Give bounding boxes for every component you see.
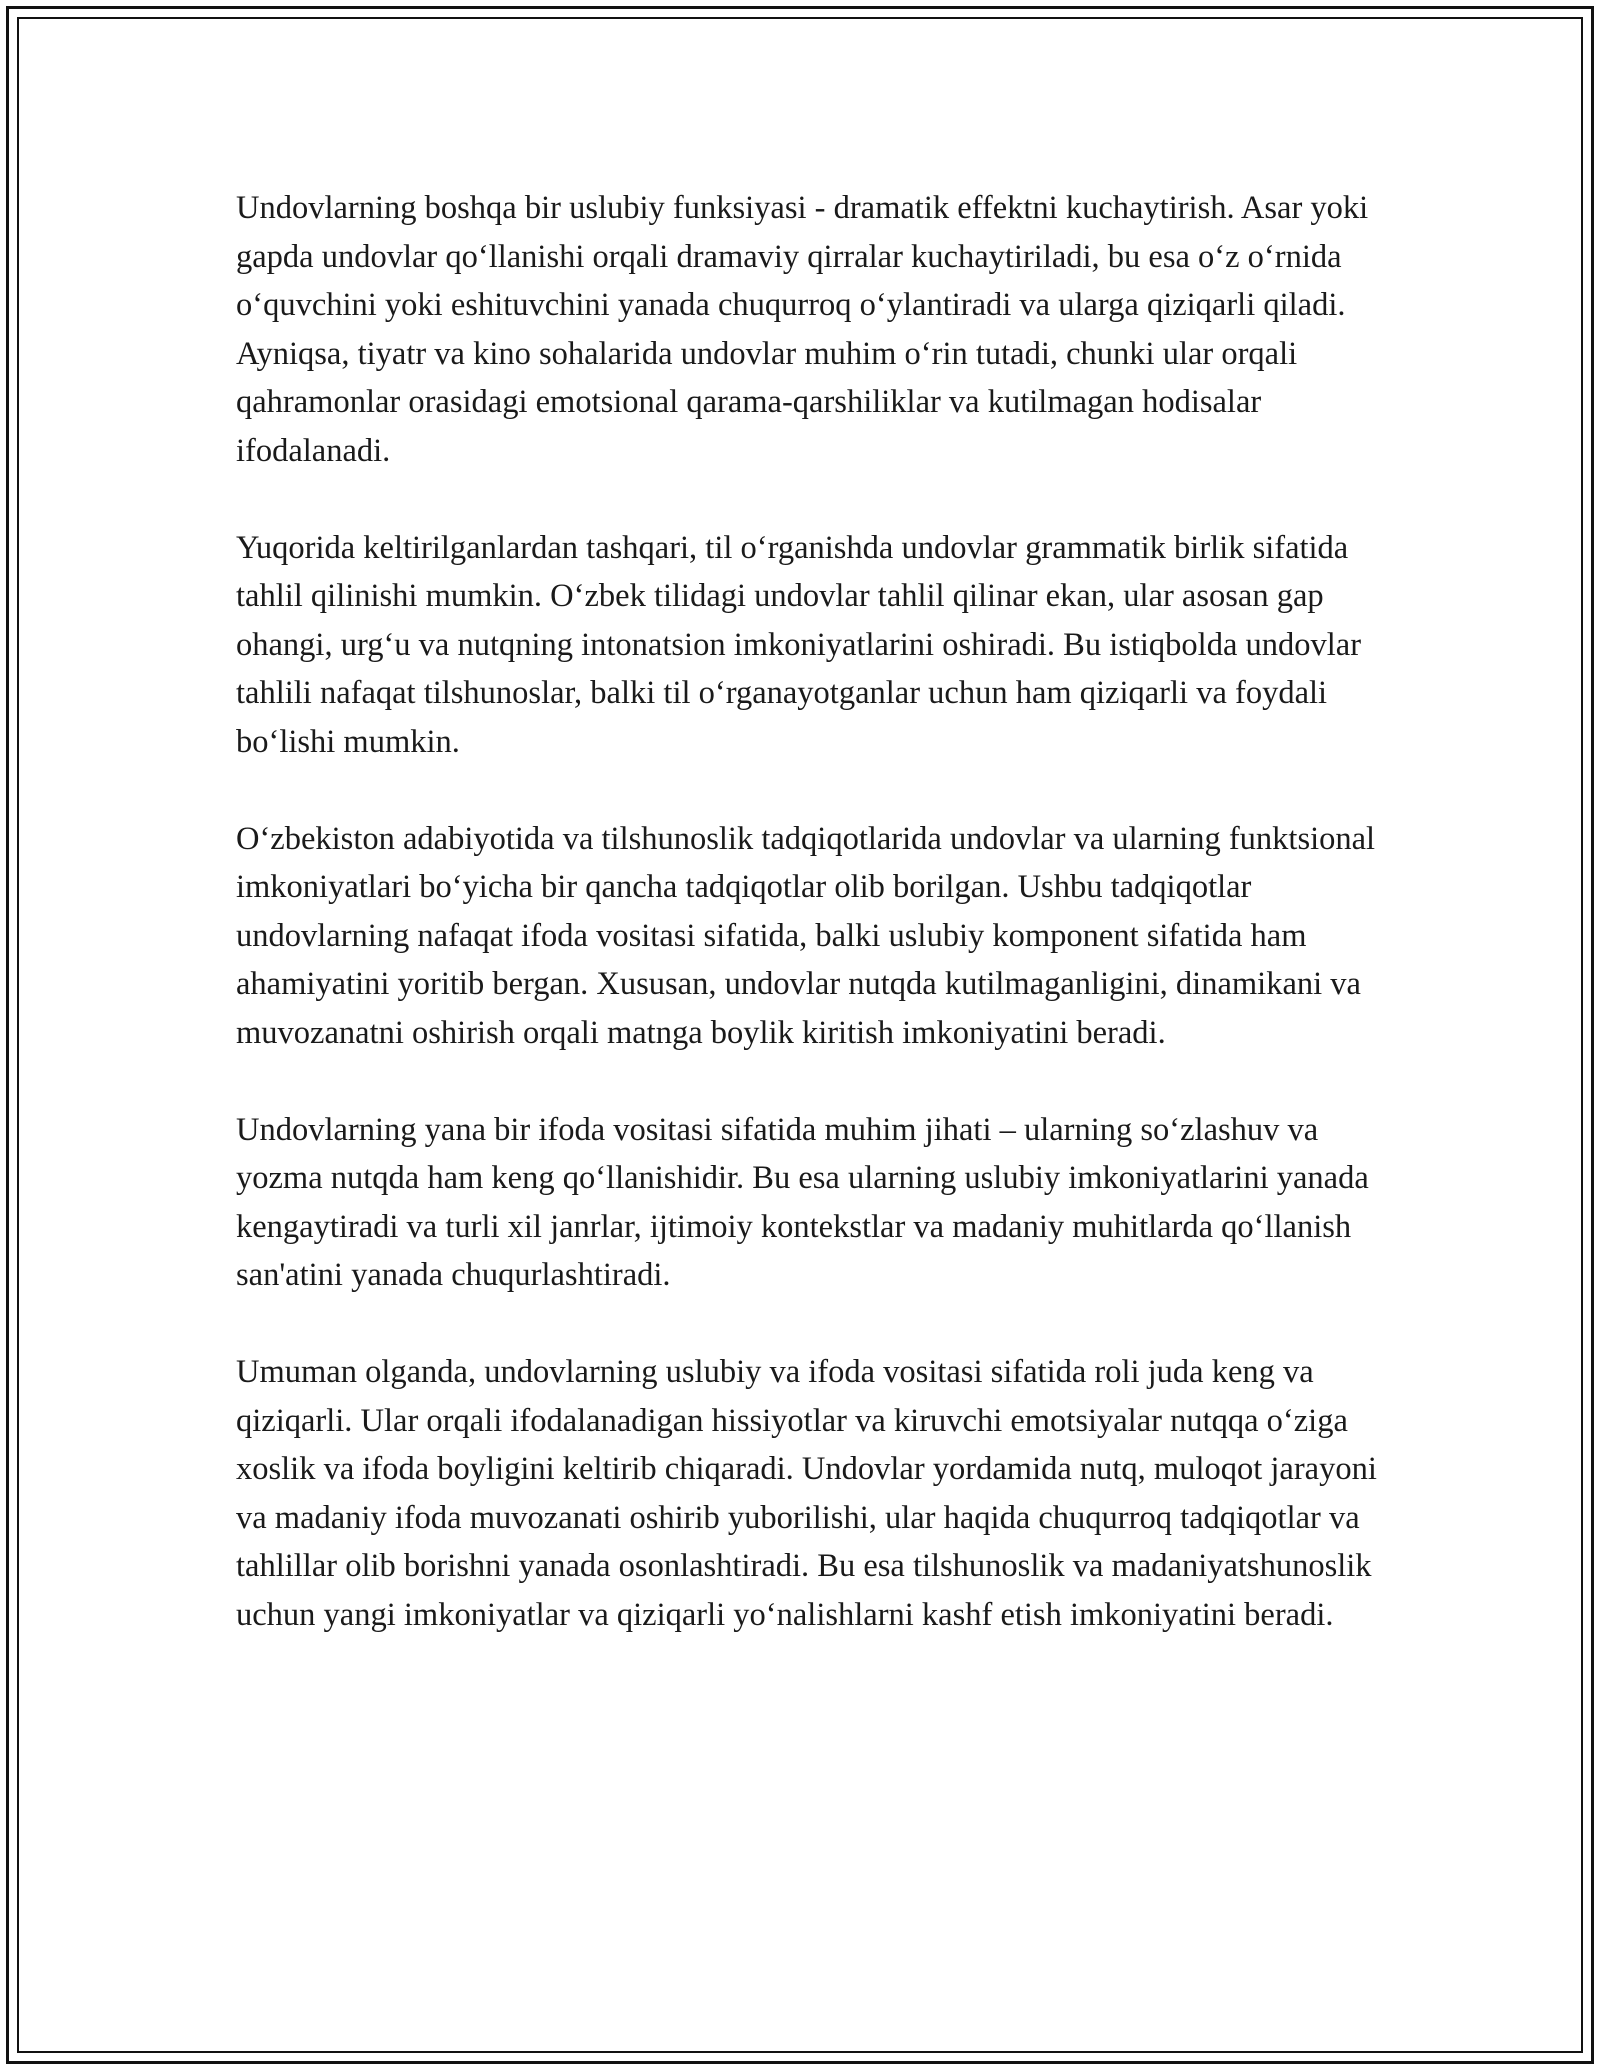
paragraph-5: Umuman olganda, undovlarning uslubiy va ifoda vositasi sifatida roli juda keng va qiziqarli. Ular orqali ifodalanadigan hissiyotlar va kiruvchi emotsiyalar nutqqa o‘ziga xoslik va ifoda boyligini keltirib chiqaradi. Undovlar yordamida nutq, muloqot jarayoni va madaniy ifoda muvozanati oshirib yuborilishi, ular haqida chuqurroq tadqiqotlar va tahlillar olib borishni yanada osonlashtiradi. Bu esa tilshunoslik va madaniyatshunoslik uchun yangi imkoniyatlar va qiziqarli yo‘nalishlarni kashf etish imkoniyatini beradi. (236, 1354, 1377, 1633)
paragraph-3: O‘zbekiston adabiyotida va tilshunoslik tadqiqotlarida undovlar va ularning funktsional imkoniyatlari bo‘yicha bir qancha tadqiqotlar olib borilgan. Ushbu tadqiqotlar undovlarning nafaqat ifoda vositasi sifatida, balki uslubiy komponent sifatida ham ahamiyatini yoritib bergan. Xususan, undovlar nutqda kutilmaganligini, dinamikani va muvozanatni oshirish orqali matnga boylik kiritish imkoniyatini beradi. (236, 820, 1376, 1051)
document-body (236, 184, 1386, 1688)
paragraph-4: Undovlarning yana bir ifoda vositasi sifatida muhim jihati – ularning so‘zlashuv va yozma nutqda ham keng qo‘llanishidir. Bu esa ularning uslubiy imkoniyatlarini yanada kengaytiradi va turli xil janrlar, ijtimoiy kontekstlar va madaniy muhitlarda qo‘llanish san'atini yanada chuqurlashtiradi. (236, 1111, 1369, 1293)
paragraph-2: Yuqorida keltirilganlardan tashqari, til o‘rganishda undovlar grammatik birlik sifatida tahlil qilinishi mumkin. O‘zbek tilidagi undovlar tahlil qilinar ekan, ular asosan gap ohangi, urg‘u va nutqning intonatsion imkoniyatlarini oshiradi. Bu istiqbolda undovlar tahlili nafaqat tilshunoslar, balki til o‘rganayotganlar uchun ham qiziqarli va foydali bo‘lishi mumkin. (236, 529, 1362, 760)
paragraph-1: Undovlarning boshqa bir uslubiy funksiyasi - dramatik effektni kuchaytirish. Asar yoki gapda undovlar qo‘llanishi orqali dramaviy qirralar kuchaytiriladi, bu esa o‘z o‘rnida o‘quvchini yoki eshituvchini yanada chuqurroq o‘ylantiradi va ularga qiziqarli qiladi. Ayniqsa, tiyatr va kino sohalarida undovlar muhim o‘rin tutadi, chunki ular orqali qahramonlar orasidagi emotsional qarama-qarshiliklar va kutilmagan hodisalar ifodalanadi. (236, 190, 1369, 469)
